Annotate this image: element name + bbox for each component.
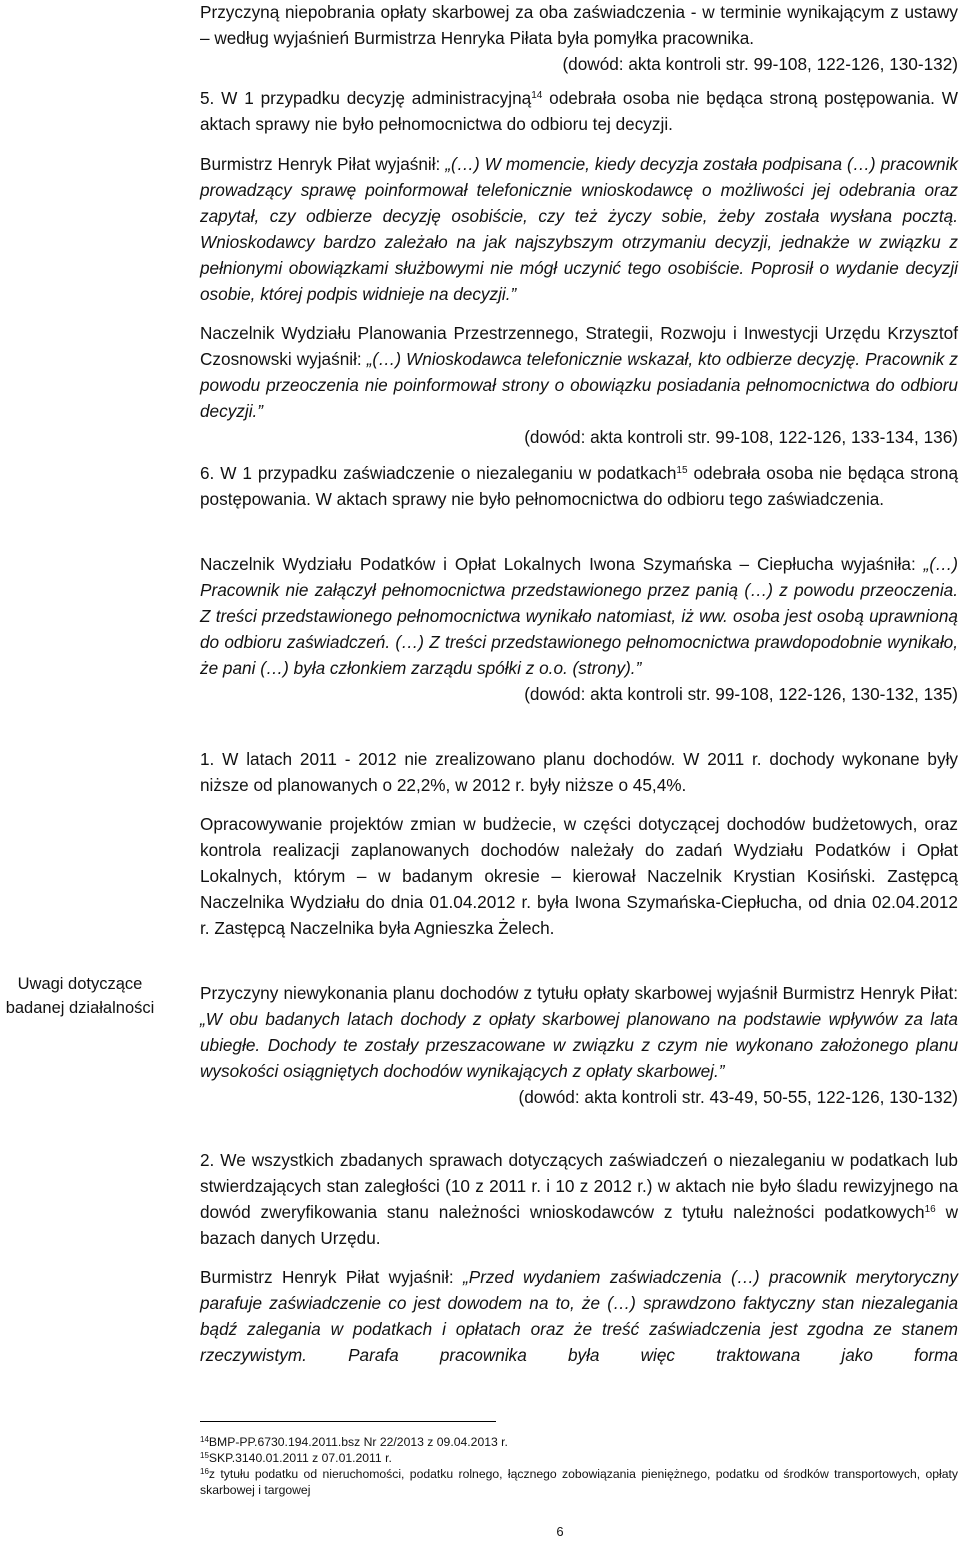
- footnote-text: SKP.3140.01.2011 z 07.01.2011 r.: [208, 1451, 392, 1465]
- footnote-text: z tytułu podatku od nieruchomości, podatku rolnego, łącznego zobowiązania pieniężnego, podatku od środków transportowych, opłaty skarbowej i targowej: [200, 1467, 958, 1497]
- quote-text: (…) Z treści przedstawionego pełnomocnictwa prawdopodobnie wynikało, że pani (…) była członkiem zarządu spółki z o.o. (strony).”: [200, 632, 958, 678]
- paragraph-oplata: [200, 0, 958, 77]
- quote-text: „(…) Pracownik nie załączył pełnomocnictwa przedstawionego przez panią (…) z powodu przeoczenia.: [200, 554, 958, 600]
- paragraph-przyczyny: [200, 980, 958, 1110]
- quote-text: „(…) Wnioskodawca telefonicznie wskazał, kto odbierze decyzję.: [366, 349, 866, 369]
- quote-text: „W obu badanych latach dochody z opłaty skarbowej planowano na podstawie wpływów za lata ubiegłe.: [200, 1009, 958, 1055]
- evidence-reference: (dowód: akta kontroli str. 43-49, 50-55, 122-126, 130-132): [518, 1087, 958, 1107]
- speaker-lead: Naczelnik Wydziału Planowania Przestrzennego, Strategii, Rozwoju i Inwestycji Urzędu Krzysztof Czosnowski wyjaśnił:: [200, 323, 958, 369]
- speaker-lead: Naczelnik Wydziału Podatków i Opłat Lokalnych Iwona Szymańska – Ciepłucha wyjaśniła:: [200, 554, 924, 574]
- paragraph-naczelnik-1: [200, 320, 958, 450]
- evidence-reference: (dowód: akta kontroli str. 99-108, 122-126, 130-132): [562, 54, 958, 74]
- paragraph-uwagi-2: [200, 1147, 958, 1251]
- paragraph-text: Opracowywanie projektów zmian w budżecie, w części dotyczącej dochodów budżetowych, oraz kontrola realizacji zaplanowanych dochodów należały do zadań Wydziału Podatków i Opłat Lokalnych, którym – w badanym okresie – kierował Naczelnik Krystian Kosiński. Zastępcą Naczelnika Wydziału do dnia 01.04.2012 r. była Iwona Szymańska-Ciepłucha, od dnia 02.04.2012 r. Zastępcą Naczelnika była Agnieszka Żelech.: [200, 814, 958, 938]
- sidebar-label-line: Uwagi dotyczące: [17, 975, 143, 993]
- paragraph-burmistrz-1: [200, 151, 958, 307]
- item-text: 2. We wszystkich zbadanych sprawach dotyczących zaświadczeń o niezaleganiu w podatkach lub stwierdzających stan zaległości (10 z 2011 r. i 10 z 2012 r.) w aktach nie było śladu rewizyjnego na dowód zweryfikowania stanu należności wnioskodawców z tytułu należności podatkowych: [200, 1150, 958, 1222]
- item-text: 6. W 1 przypadku zaświadczenie o niezaleganiu w podatkach: [200, 463, 677, 483]
- speaker-lead: Przyczyny niewykonania planu dochodów z tytułu opłaty skarbowej wyjaśnił Burmistrz Henryk Piłat:: [200, 983, 958, 1003]
- speaker-lead: Burmistrz Henryk Piłat wyjaśnił:: [200, 1267, 464, 1287]
- item-text: 5. W 1 przypadku decyzję administracyjną: [200, 88, 532, 108]
- footnote-number: 16: [200, 1467, 209, 1476]
- paragraph-naczelnik-2: [200, 551, 958, 707]
- paragraph-item-5: [200, 85, 958, 137]
- evidence-reference: (dowód: akta kontroli str. 99-108, 122-126, 130-132, 135): [524, 684, 958, 704]
- quote-text: „Przed wydaniem zaświadczenia (…) pracownik merytoryczny parafuje zaświadczenie co jest dowodem na to, że (…) sprawdzono faktyczny stan niezalegania bądź zalegania w podatkach i opłatach oraz że treść zaświadczenia jest zgodna ze stanem rzeczywistym. Parafa pracownika była więc traktowana jako forma: [200, 1267, 958, 1365]
- paragraph-text: Przyczyną niepobrania opłaty skarbowej za oba zaświadczenia - w terminie wynikającym z ustawy – według wyjaśnień Burmistrza Henryka Piłata była pomyłka pracownika.: [200, 2, 958, 48]
- footnote-15: [200, 1450, 958, 1466]
- footnote-number: 15: [200, 1451, 209, 1460]
- footnote-14: [200, 1434, 958, 1450]
- paragraph-item-6: [200, 460, 958, 512]
- paragraph-uwagi-1: [200, 746, 958, 798]
- footnote-ref-14: 14: [531, 90, 543, 101]
- paragraph-opracowywanie: [200, 811, 958, 941]
- footnote-number: 14: [200, 1435, 209, 1444]
- quote-text: Z treści przedstawionego pełnomocnictwa wynikało natomiast, iż ww. osoba jest osobą uprawnioną do odbioru zaświadczeń.: [200, 606, 958, 652]
- quote-text: Wnioskodawcy bardzo zależało na jak najszybszym otrzymaniu decyzji, jednakże w związku z pełnionymi obowiązkami służbowymi nie mógł uczynić tego osobiście.: [200, 232, 958, 278]
- evidence-reference: (dowód: akta kontroli str. 99-108, 122-126, 133-134, 136): [524, 427, 958, 447]
- item-text: odebrała osoba nie będąca stroną postępowania. W aktach sprawy nie było pełnomocnictwa do odbioru tego zaświadczenia.: [200, 463, 958, 509]
- paragraph-text: 1. W latach 2011 - 2012 nie zrealizowano planu dochodów. W 2011 r. dochody wykonane były niższe od planowanych o 22,2%, w 2012 r. były niższe o 45,4%.: [200, 749, 958, 795]
- quote-text: Dochody te zostały przeszacowane w związku z czym nie wykonano założonego planu wysokości osiągniętych dochodów wynikających z opłaty skarbowej.”: [200, 1035, 959, 1081]
- item-text: odebrała osoba nie będąca stroną postępowania. W aktach sprawy nie było pełnomocnictwa do odbioru tej decyzji.: [200, 88, 958, 134]
- footnote-16: [200, 1466, 958, 1498]
- footnote-ref-16: 16: [924, 1204, 936, 1215]
- footnote-divider: [200, 1421, 496, 1422]
- quote-text: „(…) W momencie, kiedy decyzja została podpisana (…) pracownik prowadzący sprawę poinformował telefonicznie wnioskodawcę o możliwości jej odebrania oraz zapytał, czy odbierze decyzję osobiście, czy też życzy sobie, żeby została wysłana pocztą.: [200, 154, 958, 226]
- footnote-text: BMP-PP.6730.194.2011.bsz Nr 22/2013 z 09.04.2013 r.: [208, 1435, 508, 1449]
- sidebar-label-line: badanej działalności: [5, 999, 155, 1017]
- speaker-lead: Burmistrz Henryk Piłat wyjaśnił:: [200, 154, 446, 174]
- quote-text: Poprosił o wydanie decyzji osobie, której podpis widnieje na decyzji.”: [200, 258, 958, 304]
- sidebar-section-label: [0, 972, 160, 1020]
- page-number: 6: [556, 1524, 564, 1539]
- quote-text: Pracownik z powodu przeoczenia nie poinformował strony o obowiązku posiadania pełnomocnictwa do odbioru decyzji.”: [200, 349, 959, 421]
- footnotes: [200, 1434, 958, 1498]
- paragraph-burmistrz-2: [200, 1264, 958, 1368]
- footnote-ref-15: 15: [676, 465, 688, 476]
- item-text: w bazach danych Urzędu.: [200, 1202, 959, 1248]
